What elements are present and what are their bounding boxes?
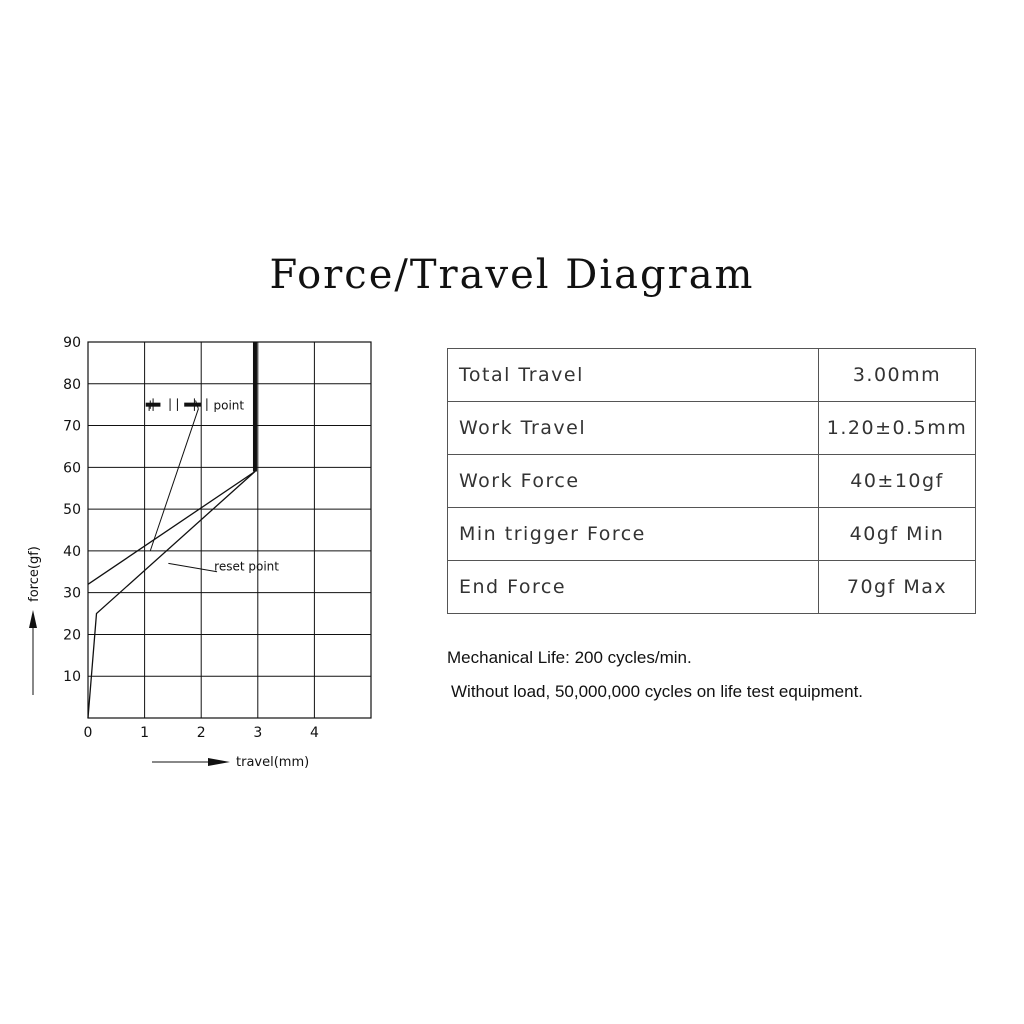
spec-value: 1.20±0.5mm [819,402,976,455]
spec-value: 40gf Min [819,508,976,561]
x-tick-label: 4 [309,725,319,741]
annotation-label: reset point [214,559,279,574]
spec-label: Work Force [448,455,819,508]
y-tick-label: 10 [63,669,81,686]
annotation-label: point [213,398,245,413]
page-title: Force/Travel Diagram [269,252,755,298]
x-tick-label: 2 [196,725,206,741]
y-tick-label: 50 [63,502,81,519]
spec-label: Work Travel [448,402,819,455]
spec-row [448,455,976,508]
life-test-note: Without load, 50,000,000 cycles on life test equipment. [451,682,864,701]
x-tick-label: 3 [253,725,263,741]
y-tick-label: 30 [63,585,81,602]
leader-line [150,409,198,551]
y-axis-label: force(gf) [27,546,42,602]
y-tick-label: 70 [63,418,81,435]
y-axis-arrow-head [29,610,37,628]
mechanical-life-note: Mechanical Life: 200 cycles/min. [447,648,692,667]
y-tick-label: 20 [63,627,81,644]
spec-label: Min trigger Force [448,508,819,561]
spec-value: 3.00mm [819,349,976,402]
leader-line [168,563,217,571]
x-tick-label: 1 [140,725,150,741]
y-tick-label: 90 [63,335,81,351]
spec-row [448,561,976,614]
x-tick-label: 0 [83,725,93,741]
y-tick-label: 80 [63,376,81,393]
spec-table [447,348,976,614]
spec-label: Total Travel [448,349,819,402]
spec-row [448,402,976,455]
y-tick-label: 60 [63,460,81,477]
x-axis-arrow-head [208,758,230,766]
spec-label: End Force [448,561,819,614]
y-tick-label: 40 [63,543,81,560]
spec-value: 70gf Max [819,561,976,614]
spec-row [448,508,976,561]
spec-row [448,349,976,402]
spec-value: 40±10gf [819,455,976,508]
x-axis-label: travel(mm) [236,755,310,770]
